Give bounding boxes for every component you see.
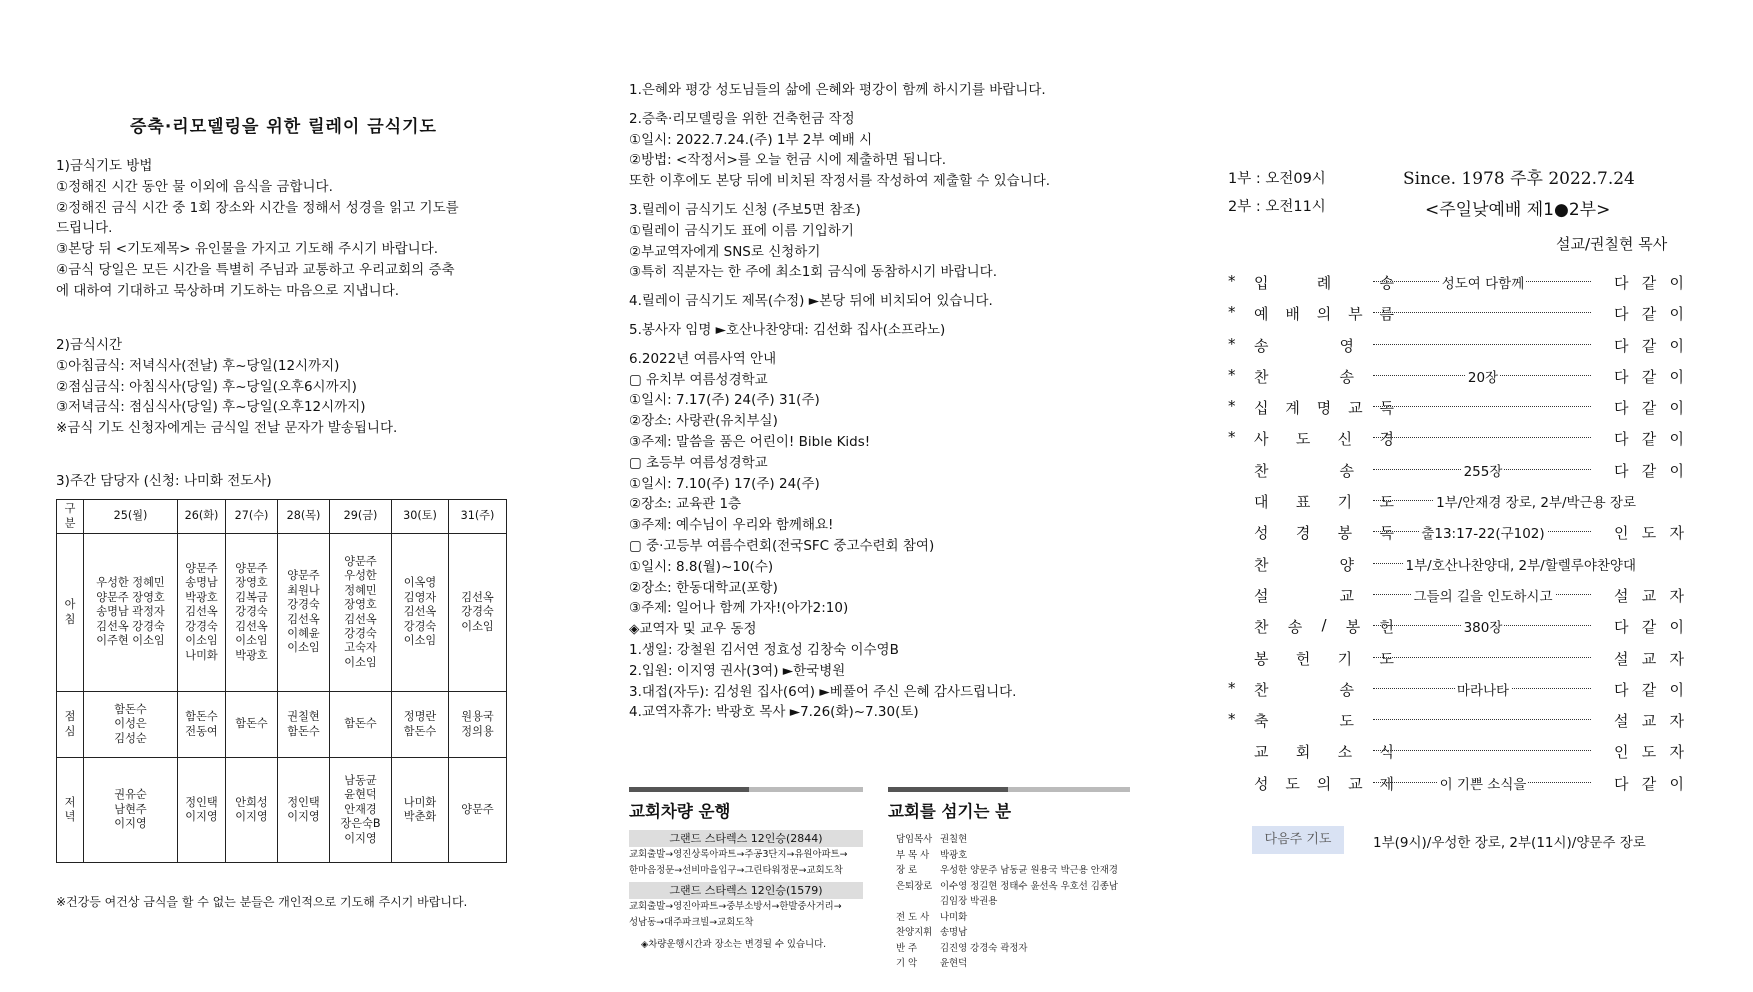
order-leader: 인 도 자 bbox=[1614, 743, 1684, 762]
order-leader: 다 같 이 bbox=[1614, 305, 1684, 324]
duty-cell: 함돈수 전동여 bbox=[178, 692, 226, 758]
order-star: * bbox=[1228, 272, 1236, 290]
order-leader: 다 같 이 bbox=[1614, 430, 1684, 449]
order-row bbox=[1228, 768, 1684, 799]
news-line: ③주제: 예수님이 우리와 함께해요! bbox=[629, 517, 834, 534]
order-leader: 다 같 이 bbox=[1614, 618, 1684, 637]
car-title-bar bbox=[629, 787, 863, 792]
order-row bbox=[1228, 549, 1684, 580]
duty-cell: 정인택 이지영 bbox=[178, 758, 226, 863]
order-leader: 인 도 자 bbox=[1614, 524, 1684, 543]
order-leader: 다 같 이 bbox=[1614, 274, 1684, 292]
staff-names: 우성한 양문주 남동균 원용국 박근용 안재경 bbox=[940, 865, 1118, 876]
duty-cell: 양문주 송명남 박광호 김선옥 강경숙 이소임 나미화 bbox=[178, 534, 226, 692]
duty-cell: 나미화 박춘화 bbox=[392, 758, 449, 863]
preacher: 설교/권칠현 목사 bbox=[1556, 235, 1668, 253]
duty-cell: 양문주 우성한 정혜민 장영호 김선옥 강경숙 고숙자 이소임 bbox=[330, 534, 392, 692]
staff-role: 찬양지휘 bbox=[896, 927, 933, 938]
duty-cell: 김선옥 강경숙 이소임 bbox=[449, 534, 507, 692]
duty-cell: 안희성 이지영 bbox=[226, 758, 278, 863]
news-line: ▢ 중·고등부 여름수련회(전국SFC 중고수련회 참여) bbox=[629, 537, 935, 554]
order-leader: 다 같 이 bbox=[1614, 367, 1684, 386]
staff-role: 장 로 bbox=[896, 865, 918, 876]
order-leader-dots bbox=[1373, 312, 1591, 313]
method-line: ④금식 당일은 모든 시간을 특별히 주님과 교통하고 우리교회의 증축 bbox=[56, 261, 455, 278]
order-name: 십 계 명 교 독 bbox=[1254, 399, 1394, 418]
order-row bbox=[1228, 267, 1684, 298]
order-name: 사 도 신 경 bbox=[1254, 430, 1394, 449]
order-name: 찬 송 / 봉 헌 bbox=[1254, 616, 1394, 637]
news-line: ①릴레이 금식기도 표에 이름 기입하기 bbox=[629, 222, 854, 239]
order-row bbox=[1228, 392, 1684, 423]
order-name: 찬 양 bbox=[1254, 555, 1354, 574]
staff-names: 권칠현 bbox=[940, 834, 968, 845]
time-line: ※금식 기도 신청자에게는 금식일 전날 문자가 발송됩니다. bbox=[56, 420, 398, 437]
news-line: ③주제: 말씀을 품은 어린이! Bible Kids! bbox=[629, 433, 871, 450]
order-row bbox=[1228, 486, 1684, 517]
car-route-2b: 성남동→대주파크빌→교회도착 bbox=[629, 917, 754, 928]
duty-day-header: 30(토) bbox=[392, 500, 449, 534]
news-line: 1.생일: 강철원 김서연 정효성 김창숙 이수영B bbox=[629, 641, 899, 658]
method-line: ③본당 뒤 <기도제목> 유인물을 가지고 기도해 주시기 바랍니다. bbox=[56, 241, 439, 258]
order-star: * bbox=[1228, 678, 1236, 697]
staff-names: 송명남 bbox=[940, 927, 968, 938]
news-line: ③특히 직분자는 한 주에 최소1회 금식에 동참하시기 바랍니다. bbox=[629, 264, 998, 281]
order-of-worship bbox=[1228, 267, 1684, 799]
method-line: ②정해진 금식 시간 중 1회 장소와 시간을 정해서 성경을 읽고 기도를 bbox=[56, 199, 459, 216]
staff-names: 윤현덕 bbox=[940, 958, 968, 969]
duty-corner: 구 분 bbox=[57, 500, 84, 534]
news-line: ③주제: 일어나 함께 가자!(아가2:10) bbox=[629, 600, 849, 617]
fasting-time bbox=[56, 335, 397, 439]
duty-cell: 함돈수 bbox=[330, 692, 392, 758]
fasting-title: 증축·리모델링을 위한 릴레이 금식기도 bbox=[130, 117, 437, 137]
order-leader-dots bbox=[1373, 406, 1591, 407]
time-line: ③저녁금식: 점심식사(당일) 후~당일(오후12시까지) bbox=[56, 399, 366, 416]
time-line: 2)금식시간 bbox=[56, 337, 123, 353]
duty-row-label: 아 침 bbox=[57, 534, 84, 692]
order-row bbox=[1228, 643, 1684, 674]
order-leader-dots bbox=[1373, 437, 1591, 438]
news-line: 3.대접(자두): 김성원 집사(6여) ►베풀어 주신 은혜 감사드립니다. bbox=[629, 683, 1017, 700]
order-row bbox=[1228, 423, 1684, 454]
order-name: 교 회 소 식 bbox=[1254, 743, 1394, 762]
news-line bbox=[629, 312, 1050, 320]
order-star: * bbox=[1228, 334, 1236, 353]
staff-names: 이수영 정길현 정태수 윤선옥 우호선 김종남 bbox=[940, 880, 1118, 892]
staff-row bbox=[896, 956, 1130, 972]
duty-cell: 권칠현 함돈수 bbox=[278, 692, 330, 758]
duty-cell: 양문주 bbox=[449, 758, 507, 863]
order-name: 입 례 송 bbox=[1254, 274, 1394, 292]
church-car-section bbox=[629, 787, 863, 953]
duty-cell: 정명란 함돈수 bbox=[392, 692, 449, 758]
order-name: 대 표 기 도 bbox=[1254, 493, 1394, 512]
order-row bbox=[1228, 674, 1684, 705]
car-line-1: 그랜드 스타렉스 12인승(2844) bbox=[629, 830, 863, 847]
car-note: ◈차량운행시간과 장소는 변경될 수 있습니다. bbox=[641, 939, 827, 950]
next-week-prayer: 1부(9시)/우성한 장로, 2부(11시)/양문주 장로 bbox=[1373, 835, 1646, 851]
order-content: 20장 bbox=[1467, 369, 1499, 386]
order-content: 380장 bbox=[1463, 620, 1503, 637]
news-line bbox=[629, 101, 1050, 109]
duty-day-header: 27(수) bbox=[226, 500, 278, 534]
staff-row bbox=[896, 879, 1130, 895]
time-line: ①아침금식: 저녁식사(전날) 후~당일(12시까지) bbox=[56, 357, 340, 374]
staff-row bbox=[896, 863, 1130, 879]
church-staff-section bbox=[888, 787, 1130, 972]
news-line: ◈교역자 및 교우 동정 bbox=[629, 621, 757, 638]
staff-role: 반 주 bbox=[896, 942, 918, 954]
order-leader: 다 같 이 bbox=[1614, 399, 1684, 418]
news-line: ▢ 초등부 여름성경학교 bbox=[629, 454, 768, 471]
order-star: * bbox=[1228, 710, 1236, 729]
news-line: ①일시: 7.10(주) 17(주) 24(주) bbox=[629, 475, 820, 492]
order-name: 봉 헌 기 도 bbox=[1254, 649, 1394, 668]
staff-names: 박광호 bbox=[940, 849, 968, 861]
duty-cell: 함돈수 bbox=[226, 692, 278, 758]
staff-names: 김임장 박권용 bbox=[940, 896, 998, 907]
duty-heading: 3)주간 담당자 (신청: 나미화 전도사) bbox=[56, 473, 272, 489]
next-week-prayer-label: 다음주 기도 bbox=[1252, 826, 1344, 854]
staff-row bbox=[896, 894, 1130, 910]
order-leader: 다 같 이 bbox=[1614, 680, 1684, 699]
order-leader-dots bbox=[1373, 750, 1591, 751]
car-route-1a: 교회출발→영진상록아파트→주공3단지→유원아파트→ bbox=[629, 849, 848, 860]
order-name: 축 도 bbox=[1254, 712, 1354, 731]
duty-cell: 권유순 남현주 이지영 bbox=[84, 758, 178, 863]
duty-cell: 이옥영 김영자 김선옥 강경숙 이소임 bbox=[392, 534, 449, 692]
news-line: ②부교역자에게 SNS로 신청하기 bbox=[629, 243, 821, 260]
staff-role: 은퇴장로 bbox=[896, 880, 933, 892]
time-line: ②점심금식: 아침식사(당일) 후~당일(오후6시까지) bbox=[56, 378, 357, 395]
news-line: ②장소: 교육관 1층 bbox=[629, 496, 742, 513]
duty-day-header: 29(금) bbox=[330, 500, 392, 534]
order-content: 이 기쁜 소식을 bbox=[1439, 776, 1527, 793]
order-star: * bbox=[1228, 365, 1236, 384]
car-line-2: 그랜드 스타렉스 12인승(1579) bbox=[629, 882, 863, 899]
staff-row bbox=[896, 910, 1130, 926]
staff-list bbox=[888, 832, 1130, 972]
method-line: 드립니다. bbox=[56, 220, 113, 237]
news-line: 4.교역자휴가: 박광호 목사 ►7.26(화)~7.30(토) bbox=[629, 704, 919, 721]
service-time-2: 2부 : 오전11시 bbox=[1228, 199, 1326, 215]
staff-role: 담임목사 bbox=[896, 834, 933, 845]
duty-cell: 정인택 이지영 bbox=[278, 758, 330, 863]
duty-cell: 우성한 정혜민 양문주 장영호 송명남 곽정자 김선옥 강경숙 이주현 이소임 bbox=[84, 534, 178, 692]
order-row bbox=[1228, 580, 1684, 611]
news-line: 4.릴레이 금식기도 제목(수정) ►본당 뒤에 비치되어 있습니다. bbox=[629, 293, 993, 310]
order-name: 송 영 bbox=[1254, 336, 1354, 355]
order-leader: 다 같 이 bbox=[1614, 461, 1684, 480]
order-name: 찬 송 bbox=[1254, 367, 1354, 386]
order-name: 성 도 의 교 제 bbox=[1254, 774, 1394, 793]
order-row bbox=[1228, 298, 1684, 329]
order-row bbox=[1228, 455, 1684, 486]
order-leader-dots bbox=[1373, 344, 1591, 345]
news-line: ①일시: 8.8(월)~10(수) bbox=[629, 558, 774, 575]
service-time-1: 1부 : 오전09시 bbox=[1228, 171, 1326, 187]
duty-cell: 양문주 장영호 김복금 강경숙 김선옥 이소임 박광호 bbox=[226, 534, 278, 692]
order-leader: 설 교 자 bbox=[1614, 712, 1684, 731]
staff-row bbox=[896, 848, 1130, 864]
since-date: Since. 1978 주후 2022.7.24 bbox=[1403, 169, 1635, 189]
duty-table bbox=[56, 499, 507, 863]
duty-row bbox=[57, 692, 507, 758]
car-title: 교회차량 운행 bbox=[629, 802, 731, 821]
order-name: 성 경 봉 독 bbox=[1254, 524, 1394, 543]
news-line bbox=[629, 341, 1050, 349]
news-line: 5.봉사자 임명 ►호산나찬양대: 김선화 집사(소프라노) bbox=[629, 321, 946, 338]
order-content: 출13:17-22(구102) bbox=[1421, 526, 1545, 543]
order-star: * bbox=[1228, 397, 1236, 416]
order-name: 예 배 의 부 름 bbox=[1254, 305, 1394, 324]
order-star: * bbox=[1228, 428, 1236, 447]
news-line: 2.증축·리모델링을 위한 건축헌금 작정 bbox=[629, 110, 855, 127]
news-line: ②방법: <작정서>를 오늘 헌금 시에 제출하면 됩니다. bbox=[629, 152, 947, 169]
order-row bbox=[1228, 330, 1684, 361]
order-row bbox=[1228, 705, 1684, 736]
news-line: ①일시: 7.17(주) 24(주) 31(주) bbox=[629, 392, 820, 409]
staff-role: 전 도 사 bbox=[896, 911, 930, 923]
staff-names: 나미화 bbox=[940, 911, 968, 923]
order-row bbox=[1228, 361, 1684, 392]
news-line: ②장소: 한동대학교(포항) bbox=[629, 579, 778, 596]
duty-day-header: 28(목) bbox=[278, 500, 330, 534]
duty-cell: 남동균 윤현덕 안재경 장은숙B 이지영 bbox=[330, 758, 392, 863]
order-row bbox=[1228, 517, 1684, 548]
news-line: ①일시: 2022.7.24.(주) 1부 2부 예배 시 bbox=[629, 131, 873, 148]
news-line bbox=[629, 283, 1050, 291]
duty-cell: 함돈수 이성은 김성순 bbox=[84, 692, 178, 758]
method-line: 1)금식기도 방법 bbox=[56, 158, 153, 174]
news-line bbox=[629, 192, 1050, 200]
order-star: * bbox=[1228, 303, 1236, 322]
duty-day-header: 26(화) bbox=[178, 500, 226, 534]
staff-title: 교회를 섬기는 분 bbox=[888, 802, 1012, 821]
order-content: 그들의 길을 인도하시고 bbox=[1413, 588, 1553, 605]
order-name: 설 교 bbox=[1254, 586, 1354, 605]
duty-row-label: 저 녁 bbox=[57, 758, 84, 863]
order-leader-dots bbox=[1373, 719, 1591, 720]
order-name: 찬 송 bbox=[1254, 680, 1354, 699]
staff-row bbox=[896, 832, 1130, 848]
order-leader: 다 같 이 bbox=[1614, 774, 1684, 793]
order-leader: 설 교 자 bbox=[1614, 649, 1684, 668]
news-line: ▢ 유치부 여름성경학교 bbox=[629, 371, 768, 388]
order-row bbox=[1228, 736, 1684, 767]
news-line: ②장소: 사랑관(유치부실) bbox=[629, 413, 778, 430]
duty-cell: 양문주 최원나 강경숙 김선옥 이혜윤 이소임 bbox=[278, 534, 330, 692]
staff-title-bar bbox=[888, 787, 1130, 792]
news-line: 6.2022년 여름사역 안내 bbox=[629, 350, 777, 367]
staff-role: 기 악 bbox=[896, 958, 918, 969]
car-route-1b: 한마음정문→선비마을입구→그린타워정문→교회도착 bbox=[629, 865, 843, 876]
church-news bbox=[629, 80, 1050, 723]
duty-row bbox=[57, 534, 507, 692]
order-leader-dots bbox=[1373, 657, 1591, 658]
order-content: 1부/호산나찬양대, 2부/할렐루야찬양대 bbox=[1405, 557, 1636, 574]
fasting-note: ※건강등 여건상 금식을 할 수 없는 분들은 개인적으로 기도해 주시기 바랍니다. bbox=[56, 895, 468, 909]
duty-cell: 원용국 정의용 bbox=[449, 692, 507, 758]
method-line: ①정해진 시간 동안 물 이외에 음식을 금합니다. bbox=[56, 178, 333, 195]
method-line: 에 대하여 기대하고 묵상하며 기도하는 마음으로 지냅니다. bbox=[56, 282, 400, 299]
order-content: 성도여 다함께 bbox=[1441, 276, 1525, 292]
duty-day-header: 31(주) bbox=[449, 500, 507, 534]
news-line: 1.은혜와 평강 성도님들의 삶에 은혜와 평강이 함께 하시기를 바랍니다. bbox=[629, 82, 1046, 98]
staff-row bbox=[896, 941, 1130, 957]
fasting-method bbox=[56, 156, 459, 302]
duty-day-header: 25(월) bbox=[84, 500, 178, 534]
staff-role: 부 목 사 bbox=[896, 849, 930, 861]
order-content: 마라나타 bbox=[1456, 682, 1510, 699]
order-leader: 다 같 이 bbox=[1614, 336, 1684, 355]
order-leader: 설 교 자 bbox=[1614, 586, 1684, 605]
duty-row bbox=[57, 758, 507, 863]
news-line: 또한 이후에도 본당 뒤에 비치된 작정서를 작성하여 제출할 수 있습니다. bbox=[629, 173, 1051, 190]
staff-row bbox=[896, 925, 1130, 941]
news-line: 3.릴레이 금식기도 신청 (주보5면 참조) bbox=[629, 201, 861, 218]
order-content: 1부/안재경 장로, 2부/박근용 장로 bbox=[1436, 495, 1636, 512]
news-line: 2.입원: 이지영 권사(3여) ►한국병원 bbox=[629, 662, 846, 679]
order-row bbox=[1228, 611, 1684, 642]
duty-row-label: 점 심 bbox=[57, 692, 84, 758]
order-name: 찬 송 bbox=[1254, 461, 1354, 480]
service-title: <주일낮예배 제1●2부> bbox=[1425, 200, 1611, 220]
car-route-2a: 교회출발→영진아파트→중부소방서→한발중사거리→ bbox=[629, 901, 842, 912]
order-content: 255장 bbox=[1463, 463, 1503, 480]
staff-names: 김진영 강경숙 곽정자 bbox=[940, 942, 1028, 954]
